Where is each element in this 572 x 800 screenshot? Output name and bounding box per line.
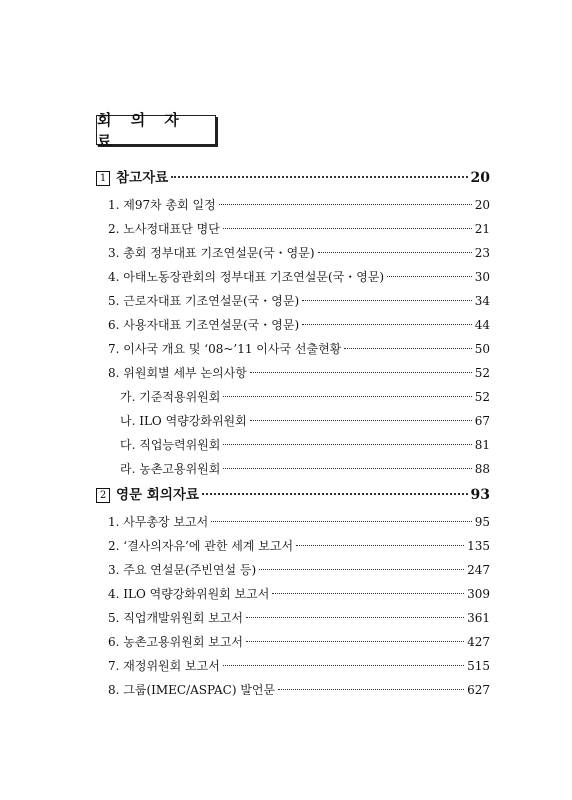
toc-entry[interactable] [96, 606, 490, 630]
toc-entry[interactable] [96, 678, 490, 702]
section-page-number: 93 [470, 487, 490, 503]
toc-entry[interactable] [96, 337, 490, 361]
toc-entry[interactable] [96, 582, 490, 606]
toc-entry[interactable] [96, 241, 490, 265]
toc-entry-page: 361 [467, 611, 490, 625]
dot-leader [171, 176, 467, 178]
section-heading[interactable] [96, 480, 490, 510]
toc-entry-page: 81 [474, 438, 490, 452]
dot-leader [278, 689, 464, 690]
toc-entry[interactable] [96, 510, 490, 534]
toc-subentry[interactable] [96, 433, 490, 457]
toc-entry-page: 34 [474, 294, 490, 308]
toc-entry-label: 5. 직업개발위원회 보고서 [108, 611, 243, 625]
toc-entry-label: 4. 아태노동장관회의 정부대표 기조연설문(국・영문) [108, 270, 385, 284]
toc-entry-label: 8. 위원회별 세부 논의사항 [108, 366, 247, 380]
dot-leader [223, 444, 471, 445]
section-title: 영문 회의자료 [116, 487, 199, 503]
dot-leader [259, 569, 464, 570]
toc-entry-page: 95 [474, 515, 490, 529]
page-title: 회 의 자 료 [96, 115, 216, 145]
dot-leader [223, 665, 464, 666]
toc-entry-page: 20 [474, 198, 490, 212]
toc-subentry[interactable] [96, 457, 490, 481]
dot-leader [250, 372, 472, 373]
toc-entry[interactable] [96, 313, 490, 337]
toc-entry[interactable] [96, 558, 490, 582]
toc-section-english-materials [96, 480, 490, 702]
section-number-box: 1 [96, 171, 110, 186]
toc-entry[interactable] [96, 217, 490, 241]
toc-entry[interactable] [96, 654, 490, 678]
dot-leader [302, 324, 472, 325]
toc-entry-page: 88 [474, 462, 490, 476]
toc-entry-label: 7. 재정위원회 보고서 [108, 659, 220, 673]
toc-entry-label: 라. 농촌고용위원회 [120, 462, 221, 476]
section-heading-label [96, 163, 168, 193]
toc-entry-label: 2. 노사정대표단 명단 [108, 222, 220, 236]
toc-entry-page: 427 [467, 635, 490, 649]
toc-entry-page: 52 [474, 366, 490, 380]
dot-leader [246, 617, 464, 618]
toc-entry-page: 135 [467, 539, 490, 553]
dot-leader [344, 348, 471, 349]
toc-section-reference [96, 163, 490, 481]
toc-entry[interactable] [96, 361, 490, 385]
dot-leader [211, 521, 471, 522]
dot-leader [202, 493, 468, 495]
toc-subentry[interactable] [96, 409, 490, 433]
toc-entry[interactable] [96, 534, 490, 558]
toc-entry-label: 1. 제97차 총회 일정 [108, 198, 216, 212]
toc-entry-label: 5. 근로자대표 기조연설문(국・영문) [108, 294, 300, 308]
section-heading-label [96, 480, 199, 510]
dot-leader [219, 204, 472, 205]
toc-entry-label: 다. 직업능력위원회 [120, 438, 221, 452]
section-heading[interactable] [96, 163, 490, 193]
toc-entry[interactable] [96, 289, 490, 313]
dot-leader [246, 641, 464, 642]
toc-entry-label: 4. ILO 역량강화위원회 보고서 [108, 587, 270, 601]
dot-leader [223, 468, 471, 469]
toc-entry-page: 30 [474, 270, 490, 284]
toc-entry[interactable] [96, 193, 490, 217]
toc-subentry[interactable] [96, 385, 490, 409]
toc-entry-page: 52 [474, 390, 490, 404]
dot-leader [223, 396, 471, 397]
toc-entry-label: 6. 사용자대표 기조연설문(국・영문) [108, 318, 300, 332]
toc-entry-label: 8. 그룹(IMEC/ASPAC) 발언문 [108, 683, 276, 697]
section-number-box: 2 [96, 488, 110, 503]
dot-leader [296, 545, 464, 546]
toc-entry-page: 67 [474, 414, 490, 428]
toc-entry-page: 21 [474, 222, 490, 236]
dot-leader [302, 300, 472, 301]
dot-leader [223, 228, 472, 229]
toc-entry-label: 1. 사무총장 보고서 [108, 515, 209, 529]
toc-entry-label: 가. 기준적용위원회 [120, 390, 221, 404]
toc-entry-page: 627 [467, 683, 490, 697]
toc-entry-page: 247 [467, 563, 490, 577]
dot-leader [250, 420, 472, 421]
toc-entry-page: 309 [467, 587, 490, 601]
toc-entry-page: 23 [474, 246, 490, 260]
dot-leader [272, 593, 464, 594]
toc-entry-page: 50 [474, 342, 490, 356]
toc-entry-page: 515 [467, 659, 490, 673]
toc-entry[interactable] [96, 265, 490, 289]
toc-entry-label: 6. 농촌고용위원회 보고서 [108, 635, 243, 649]
toc-entry[interactable] [96, 630, 490, 654]
toc-entry-label: 나. ILO 역량강화위원회 [120, 414, 247, 428]
toc-entry-page: 44 [474, 318, 490, 332]
toc-entry-label: 2. ‘결사의자유’에 관한 세계 보고서 [108, 539, 294, 553]
dot-leader [387, 276, 472, 277]
toc-entry-label: 7. 이사국 개요 및 ‘08~’11 이사국 선출현황 [108, 342, 342, 356]
dot-leader [318, 252, 472, 253]
section-title: 참고자료 [116, 170, 169, 186]
section-page-number: 20 [470, 170, 490, 186]
toc-entry-label: 3. 총회 정부대표 기조연설문(국・영문) [108, 246, 315, 260]
toc-entry-label: 3. 주요 연설문(주빈연설 등) [108, 563, 257, 577]
